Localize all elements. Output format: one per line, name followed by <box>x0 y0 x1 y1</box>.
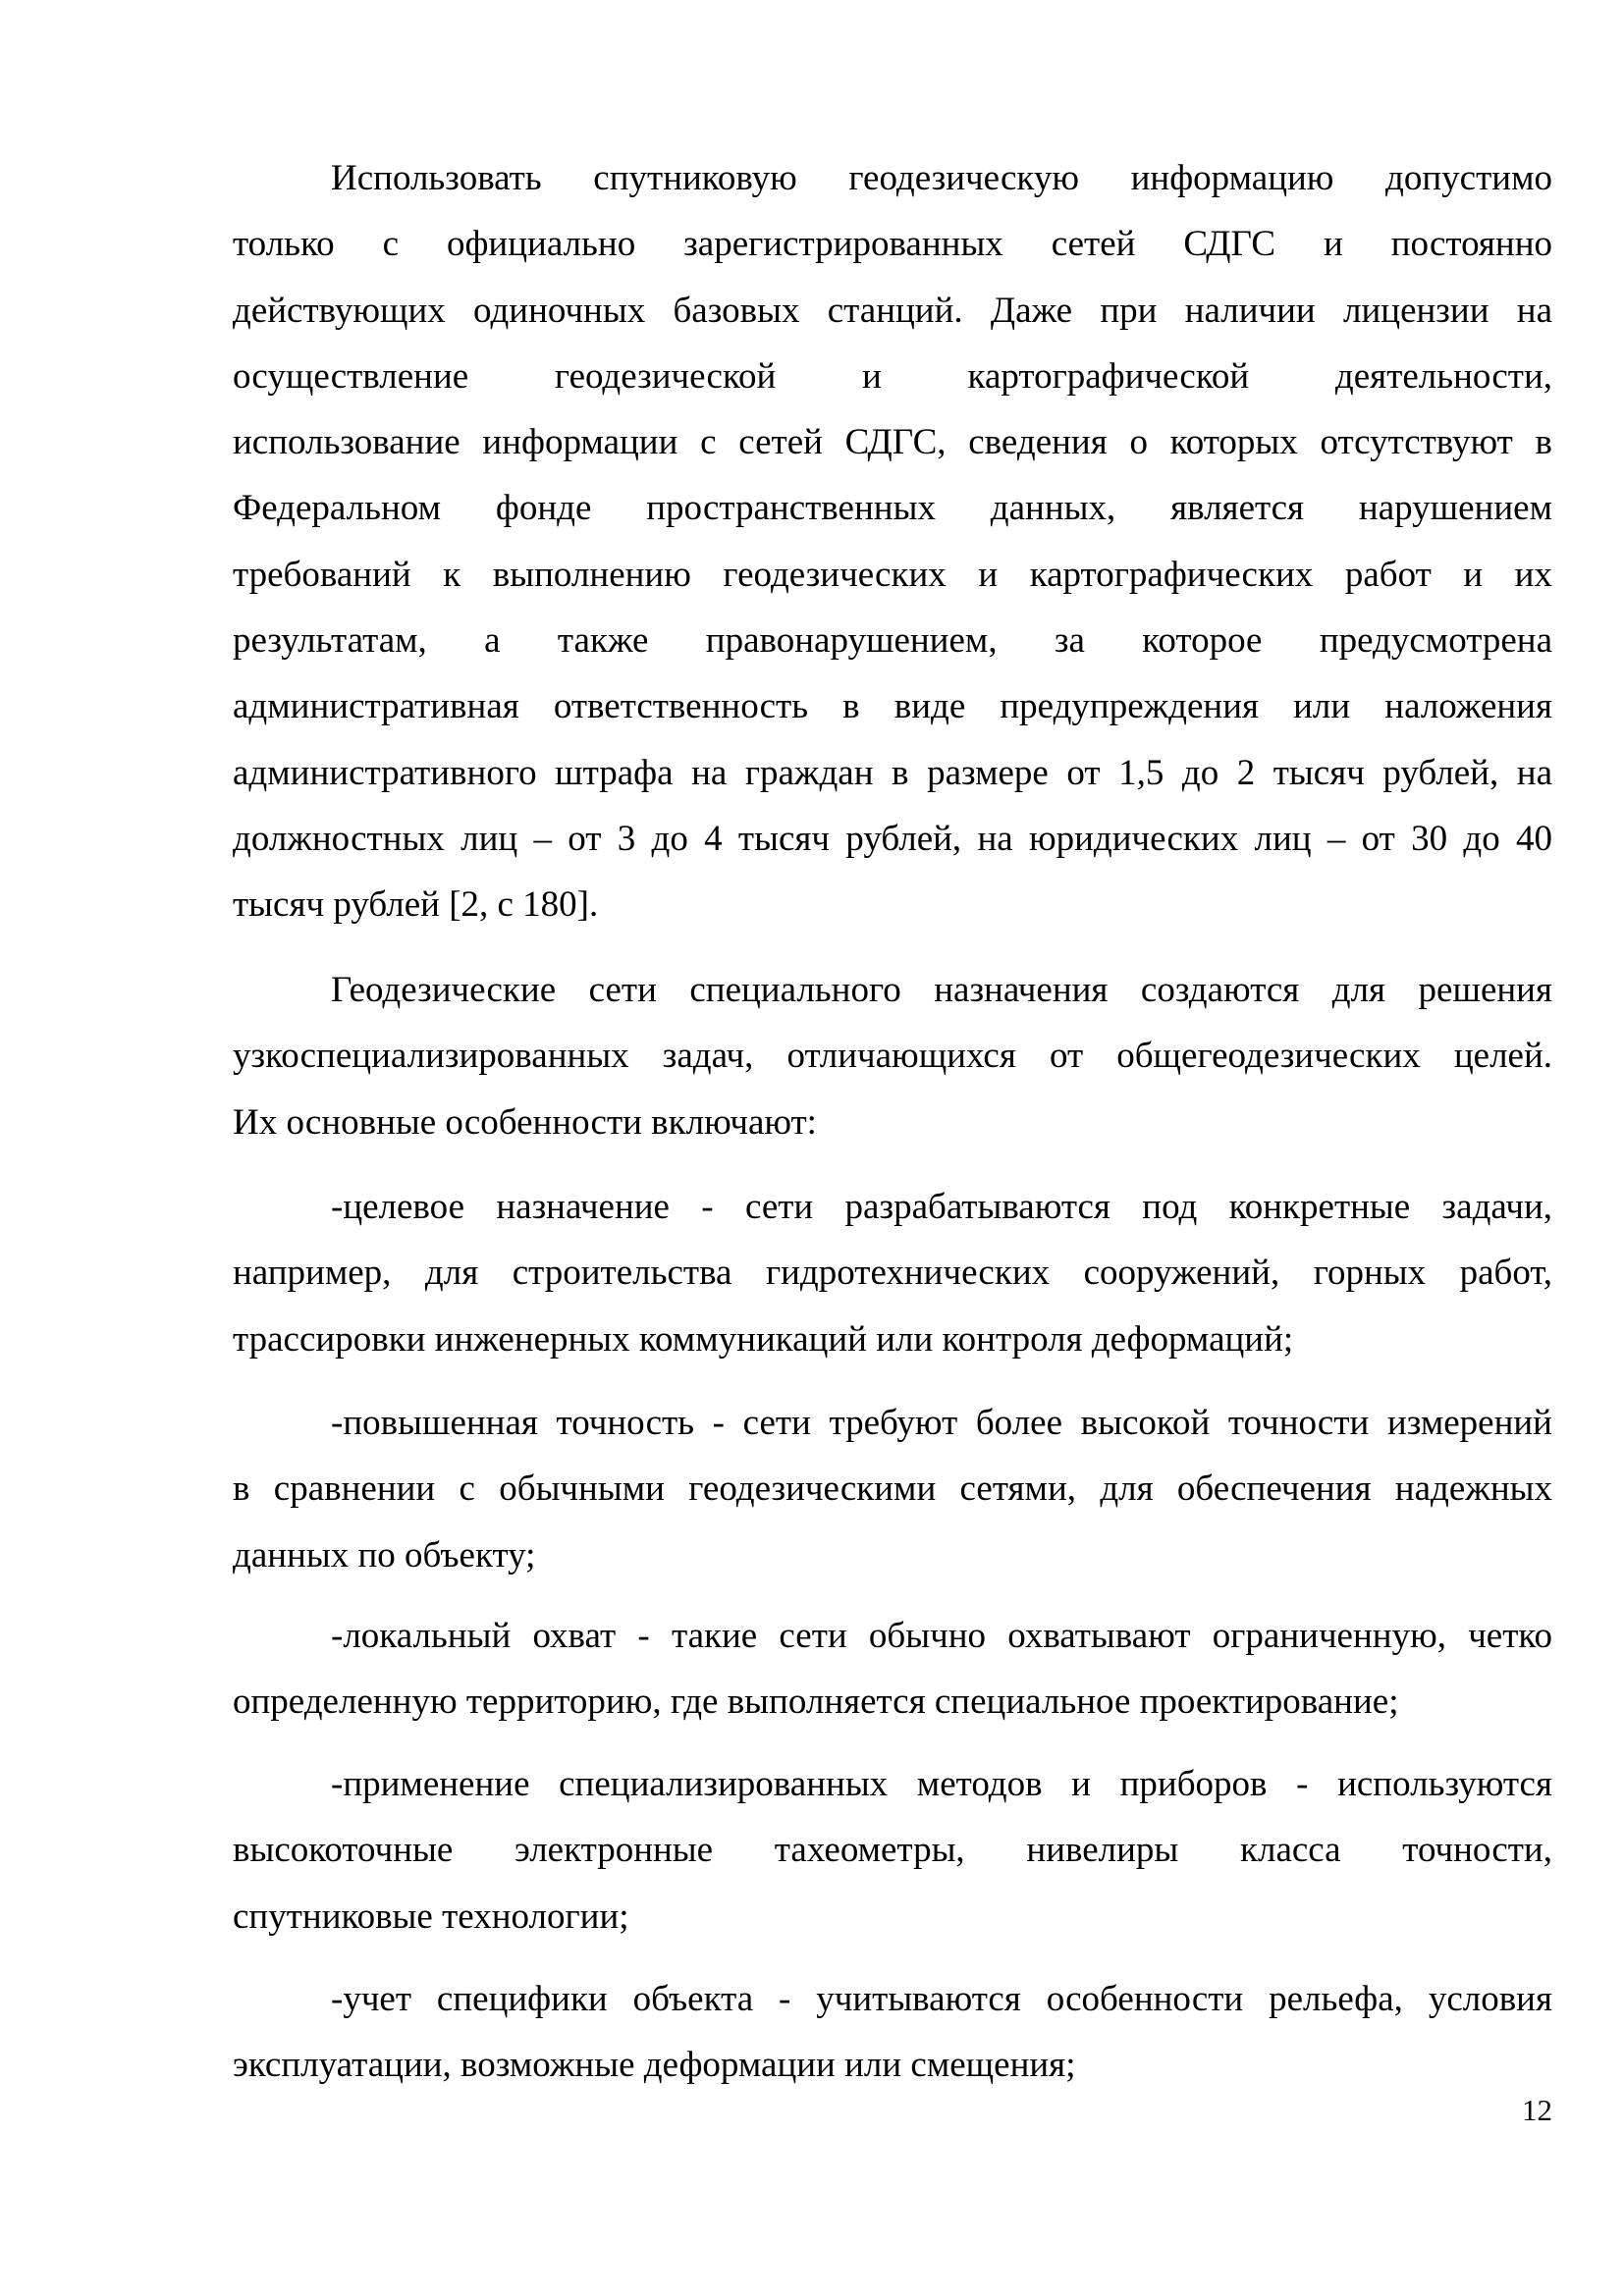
text-line: высокоточные электронные тахеометры, нивелиры класса точности, <box>233 1830 1552 1871</box>
text-line: только с официально зарегистрированных сетей СДГС и постоянно <box>233 224 1552 265</box>
text-line: Федеральном фонде пространственных данных, является нарушением <box>233 488 1552 529</box>
text-line: -повышенная точность - сети требуют более высокой точности измерений <box>331 1403 1552 1443</box>
list-item-purpose <box>233 1174 1552 1372</box>
paragraph-sdgs-usage <box>233 145 1552 938</box>
text-line: тысяч рублей [2, с 180]. <box>233 884 599 926</box>
list-item-accuracy <box>233 1390 1552 1588</box>
text-line: -целевое назначение - сети разрабатываются под конкретные задачи, <box>331 1187 1552 1227</box>
text-line: административного штрафа на граждан в размере от 1,5 до 2 тысяч рублей, на <box>233 752 1552 793</box>
text-line: трассировки инженерных коммуникаций или контроля деформаций; <box>233 1318 1294 1360</box>
text-line: административная ответственность в виде предупреждения или наложения <box>233 686 1552 727</box>
text-line: -применение специализированных методов и приборов - используются <box>331 1764 1552 1804</box>
text-line: в сравнении с обычными геодезическими сетями, для обеспечения надежных <box>233 1468 1552 1510</box>
text-line: Их основные особенности включают: <box>233 1101 817 1143</box>
text-line: использование информации с сетей СДГС, сведения о которых отсутствуют в <box>233 422 1552 463</box>
text-line: Использовать спутниковую геодезическую информацию допустимо <box>331 158 1552 198</box>
list-item-methods <box>233 1751 1552 1949</box>
text-line: осуществление геодезической и картографической деятельности, <box>233 355 1552 397</box>
text-line: эксплуатации, возможные деформации или смещения; <box>233 2045 1076 2086</box>
paragraph-special-networks <box>233 957 1552 1155</box>
text-line: узкоспециализированных задач, отличающихся от общегеодезических целей. <box>233 1036 1552 1077</box>
text-line: данных по объекту; <box>233 1534 536 1575</box>
text-line: результатам, а также правонарушением, за которое предусмотрена <box>233 620 1552 662</box>
text-line: Геодезические сети специального назначения создаются для решения <box>331 970 1552 1010</box>
text-line: определенную территорию, где выполняется специальное проектирование; <box>233 1682 1399 1723</box>
text-line: -локальный охват - такие сети обычно охватывают ограниченную, четко <box>331 1616 1552 1656</box>
text-line: требований к выполнению геодезических и картографических работ и их <box>233 554 1552 595</box>
text-line: например, для строительства гидротехнических сооружений, горных работ, <box>233 1253 1552 1294</box>
text-line: действующих одиночных базовых станций. Даже при наличии лицензии на <box>233 290 1552 331</box>
list-item-local-coverage <box>233 1603 1552 1735</box>
page-number: 12 <box>1522 2093 1552 2127</box>
text-line: -учет специфики объекта - учитываются особенности рельефа, условия <box>331 1979 1552 2019</box>
text-line: должностных лиц – от 3 до 4 тысяч рублей, на юридических лиц – от 30 до 40 <box>233 818 1552 859</box>
list-item-object-specifics <box>233 1966 1552 2099</box>
text-line: спутниковые технологии; <box>233 1896 629 1937</box>
